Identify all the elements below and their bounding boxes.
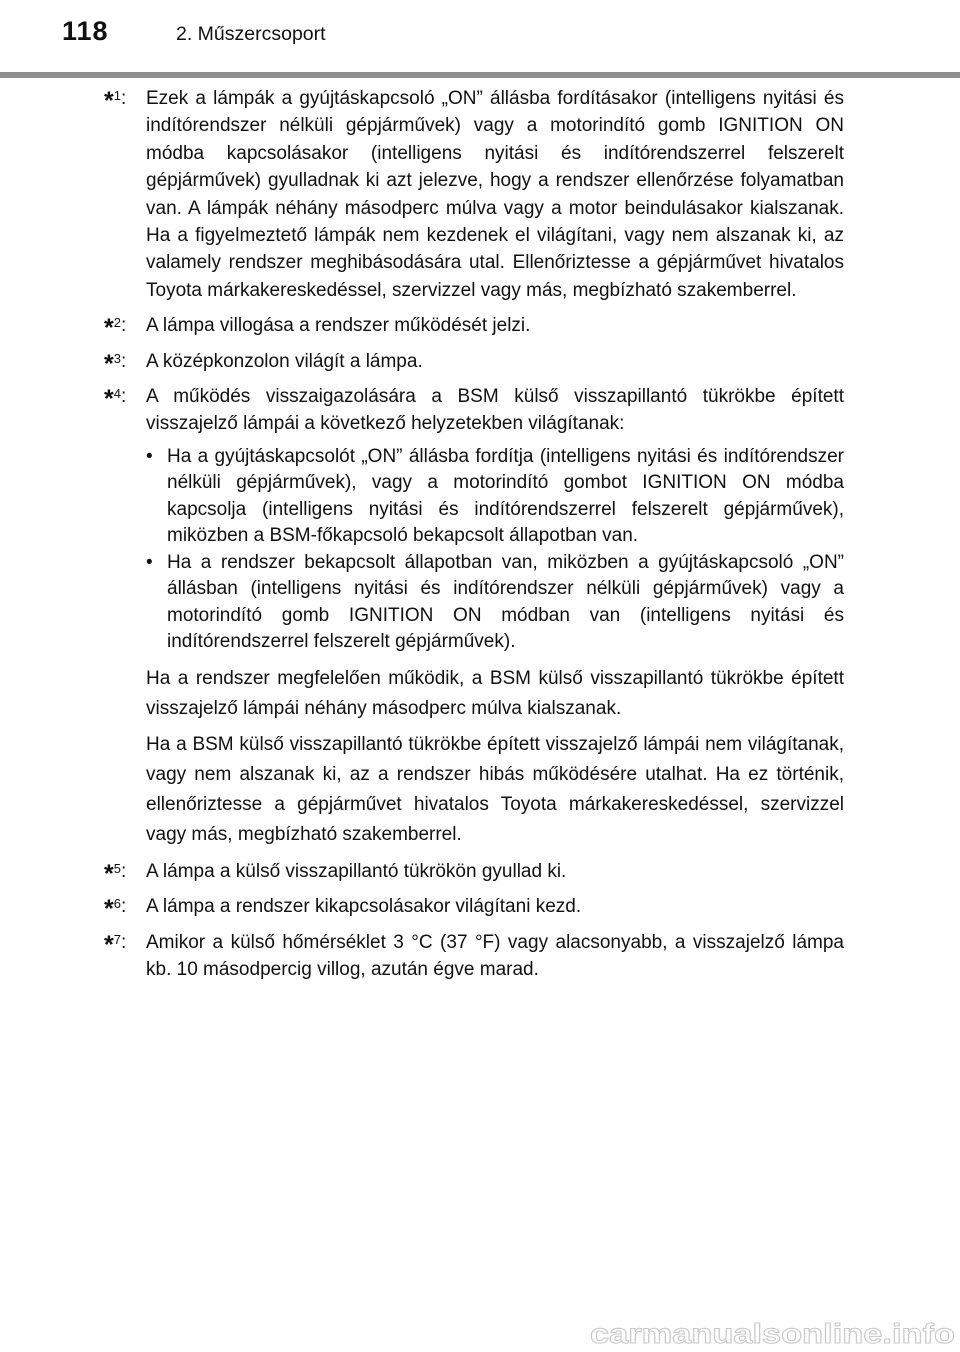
note-5 (104, 858, 844, 888)
note-text: A lámpa a rendszer kikapcsolásakor világítani kezd. (146, 896, 582, 918)
note-text: A középkonzolon világít a lámpa. (146, 350, 423, 372)
bullet-icon: • (146, 445, 153, 467)
notes-list (104, 85, 844, 992)
section-title: 2. Műszercsoport (176, 23, 326, 45)
note-paragraph: Ha a BSM külső visszapillantó tükrökbe épített visszajelző lámpái nem világítanak, vagy nem alszanak ki, az a rendszer hibás működésére utalhat. Ha ez történik, ellenőriztesse a gépjárművet hivatalos Toyota márkakereskedéssel, szervizzel vagy más, megbízható szakemberrel. (146, 733, 844, 845)
note-7 (104, 929, 844, 984)
page-number: 118 (62, 16, 109, 46)
page-header (0, 0, 960, 80)
note-text: A lámpa a külső visszapillantó tükrökön gyullad ki. (146, 860, 567, 882)
note-marker: *$^6$: (104, 895, 127, 924)
note-marker: *$^5$: (104, 859, 127, 888)
note-marker: *$^2$: (104, 314, 127, 343)
list-item: • Ha a gyújtáskapcsolót „ON” állásba fordítja (intelligens nyitási és indítórendszer nélküli gépjárművek), vagy a motorindító gombot IGNITION ON módba kapcsolja (intelligens nyitási és indítórendszerrel felszerelt gépjárművek), miközben a BSM-főkapcsoló bekapcsolt állapotban van. (146, 445, 844, 547)
note-paragraph: Ha a rendszer megfelelően működik, a BSM külső visszapillantó tükrökbe épített visszajelző lámpái néhány másodperc múlva kialszanak. (146, 667, 844, 719)
list-item: • Ha a rendszer bekapcsolt állapotban van, miközben a gyújtáskapcsoló „ON” állásban (intelligens nyitási és indítórendszer nélküli gépjárművek) vagy a motorindító gomb IGNITION ON módban van (intelligens nyitási és indítórendszerrel felszerelt gépjárművek). (146, 551, 844, 653)
note-3 (104, 348, 844, 378)
note-text: Amikor a külső hőmérséklet 3 °C (37 °F) vagy alacsonyabb, a visszajelző lámpa kb. 10 másodpercig villog, azután égve marad. (146, 931, 844, 981)
bullet-icon: • (146, 551, 153, 573)
note-4 (104, 383, 844, 850)
note-marker: *$^7$: (104, 930, 127, 959)
note-marker: *$^4$: (104, 385, 127, 414)
note-text: A lámpa villogása a rendszer működését jelzi. (146, 315, 531, 337)
header-rule (0, 72, 960, 78)
note-marker: *$^3$: (104, 349, 127, 378)
watermark-text: carmanualsonline.info (590, 1318, 955, 1349)
note-1 (104, 85, 844, 304)
note-marker: *$^1$: (104, 87, 127, 115)
note-6 (104, 893, 844, 924)
bullet-list (146, 444, 844, 656)
note-text: Ezek a lámpák a gyújtáskapcsoló „ON” állásba fordításakor (intelligens nyitási és indítórendszer nélküli gépjárművek) vagy a motorindító gomb IGNITION ON módba kapcsolásakor (intelligens nyitási és indítórendszerrel felszerelt gépjárművek) gyulladnak ki azt jelezve, hogy a rendszer ellenőrzése folyamatban van. A lámpák néhány másodperc múlva vagy a motor beindulásakor kialszanak. Ha a figyelmeztető lámpák nem kezdenek el világítani, vagy nem alszanak ki, az valamely rendszer meghibásodására utal. Ellenőriztesse a gépjárművet hivatalos Toyota márkakereskedéssel, szervizzel vagy más, megbízható szakemberrel. (146, 88, 844, 301)
note-text: A működés visszaigazolására a BSM külső visszapillantó tükrökbe épített visszajelző lámpái a következő helyzetekben világítanak: (146, 386, 844, 435)
note-2 (104, 312, 844, 343)
